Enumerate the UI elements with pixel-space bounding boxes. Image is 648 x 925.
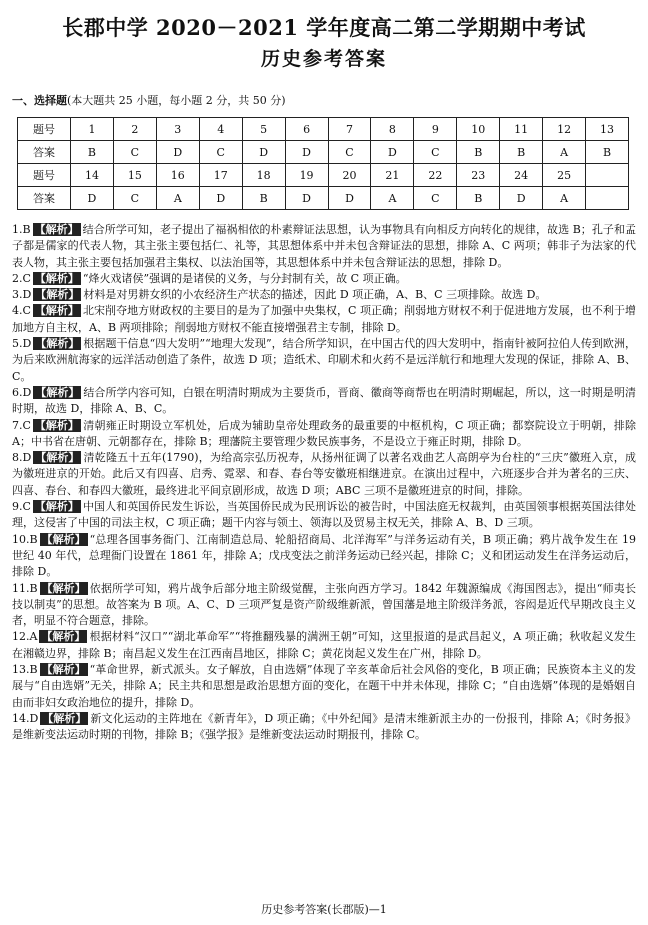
table-cell: 1 — [71, 118, 114, 141]
page-title: 长郡中学 2020－2021 学年度高二第二学期期中考试 — [62, 15, 586, 40]
table-cell: C — [113, 141, 156, 164]
item-text: 材料是对男耕女织的小农经济生产状态的描述，因此 D 项正确，A、B、C 三项排除。故选 D。 — [83, 288, 547, 302]
analysis-tag: 【解析】 — [35, 288, 80, 302]
item-text: 中国人和英国侨民发生诉讼，当英国侨民成为民刑诉讼的被告时，中国法庭无权裁判，由英国领事根据英国法律处理，这侵害了中国的司法主权，C 项正确；题干内容与领土、领海以及贸易主权无关，排除 A、B、D 三项。 — [12, 500, 636, 530]
table-cell: 9 — [414, 118, 457, 141]
table-cell: 4 — [199, 118, 242, 141]
item-text: 根据材料“汉口”“湖北革命军”“将推翻残暴的满洲王朝”可知，这里报道的是武昌起义，A 项正确；秋收起义发生在湘赣边界，排除 B；南昌起义发生在江西南昌地区，排除 C；黄花岗起义发生在广州，排除 D。 — [12, 630, 636, 660]
table-cell: B — [457, 187, 500, 210]
item-text: 依据所学可知，鸦片战争后部分地主阶级觉醒，主张向西方学习。1842 年魏源编成《海国图志》，提出“师夷长技以制夷”的思想。故答案为 B 项。A、C、D 三项严复是资产阶级维新派，曾国藩是地主阶级洋务派，容闳是近代早期改良主义者，明显不符合题意，排除。 — [12, 581, 636, 628]
analysis-tag: 【解析】 — [35, 385, 80, 399]
table-cell: D — [156, 141, 199, 164]
list-item — [12, 499, 636, 532]
table-row — [18, 164, 629, 187]
table-cell: B — [242, 187, 285, 210]
list-item — [12, 450, 636, 499]
page-footer: 历史参考答案(长郡版)—1 — [261, 903, 387, 916]
table-cell: 10 — [457, 118, 500, 141]
table-cell: 20 — [328, 164, 371, 187]
table-cell: 21 — [371, 164, 414, 187]
item-text: “革命世界，新式派头。女子解放，自由选婿”体现了辛亥革命后社会风俗的变化，B 项正确；民族资本主义的发展与“自由选婿”无关，排除 A；民主共和思想是政治思想方面的变化，在题干中并未体现，排除 C；“自由选婿”体现的是婚姻自由而非妇女政治地位的提升，排除 D。 — [12, 663, 636, 709]
list-item — [12, 581, 636, 630]
table-cell: 5 — [242, 118, 285, 141]
row-label-answer: 答案 — [18, 141, 71, 164]
list-item — [12, 662, 636, 711]
item-text: “总理各国事务衙门、江南制造总局、轮船招商局、北洋海军”与洋务运动有关，B 项正确；鸦片战争发生在 19 世纪 40 年代，总理衙门设置在 1861 年，排除 A；戊戌变法之前洋务运动已经兴起，排除 C；义和团运动发生在洋务运动后，排除 D。 — [12, 532, 636, 579]
item-number: 1.B — [12, 223, 31, 236]
list-item — [12, 629, 636, 662]
item-number: 14.D — [12, 711, 39, 725]
section-note: (本大题共 25 小题，每小题 2 分，共 50 分) — [67, 94, 286, 107]
analysis-tag: 【解析】 — [34, 223, 79, 236]
table-cell: 15 — [113, 164, 156, 187]
item-text: 清朝雍正时期设立军机处，后成为辅助皇帝处理政务的最重要的中枢机构，C 项正确；都察院设立于明朝，排除 A；中书省在唐朝、元朝都存在，排除 B；理藩院主要管理少数民族事务，不是设立于雍正时期，排除 D。 — [12, 418, 636, 448]
analysis-tag: 【解析】 — [34, 271, 79, 285]
table-cell: B — [457, 141, 500, 164]
list-item — [12, 271, 636, 287]
item-number: 13.B — [12, 663, 38, 677]
answer-table — [17, 117, 629, 210]
list-item — [12, 418, 636, 451]
table-cell — [586, 164, 629, 187]
analysis-tag: 【解析】 — [34, 500, 79, 514]
table-cell: 14 — [71, 164, 114, 187]
item-number: 5.D — [12, 337, 32, 351]
item-text: “烽火戏诸侯”强调的是诸侯的义务，与分封制有关，故 C 项正确。 — [82, 271, 407, 285]
item-text: 北宋削夺地方财政权的主要目的是为了加强中央集权，C 项正确；削弱地方财权不利于促进地方发展，也不利于增加地方自主权，A、B 两项排除；削弱地方财权不能直接增强君主专制，排除 D。 — [12, 304, 636, 334]
analysis-tag: 【解析】 — [34, 304, 79, 318]
explanation-list — [12, 222, 636, 744]
table-cell: B — [71, 141, 114, 164]
table-cell: 24 — [500, 164, 543, 187]
table-cell: B — [586, 141, 629, 164]
table-cell: A — [543, 141, 586, 164]
list-item — [12, 303, 636, 336]
item-number: 2.C — [12, 271, 31, 285]
row-label-answer: 答案 — [18, 187, 71, 210]
table-cell: 16 — [156, 164, 199, 187]
analysis-tag: 【解析】 — [41, 581, 86, 595]
list-item — [12, 287, 636, 303]
analysis-tag: 【解析】 — [34, 418, 79, 432]
item-number: 4.C — [12, 304, 31, 318]
table-cell: 12 — [543, 118, 586, 141]
item-number: 10.B — [12, 532, 38, 546]
row-label-number: 题号 — [18, 164, 71, 187]
table-cell: 18 — [242, 164, 285, 187]
table-cell: C — [414, 187, 457, 210]
table-cell: C — [113, 187, 156, 210]
table-cell: D — [371, 141, 414, 164]
table-row — [18, 118, 629, 141]
list-item — [12, 385, 636, 418]
table-cell: 13 — [586, 118, 629, 141]
table-cell: 11 — [500, 118, 543, 141]
table-cell: D — [328, 187, 371, 210]
item-number: 12.A — [12, 630, 38, 644]
table-cell: 19 — [285, 164, 328, 187]
item-number: 7.C — [12, 418, 31, 432]
page-subtitle: 历史参考答案 — [260, 48, 387, 70]
analysis-tag: 【解析】 — [35, 451, 80, 465]
table-cell: 3 — [156, 118, 199, 141]
table-cell: 7 — [328, 118, 371, 141]
table-cell: A — [156, 187, 199, 210]
table-cell: D — [285, 187, 328, 210]
table-cell: D — [199, 187, 242, 210]
table-cell: C — [328, 141, 371, 164]
list-item — [12, 532, 636, 581]
section-label: 一、选择题 — [12, 94, 67, 107]
table-cell: C — [414, 141, 457, 164]
table-row — [18, 187, 629, 210]
analysis-tag: 【解析】 — [42, 711, 87, 725]
table-cell: 6 — [285, 118, 328, 141]
table-cell: C — [199, 141, 242, 164]
item-number: 3.D — [12, 288, 32, 302]
table-cell: 2 — [113, 118, 156, 141]
item-text: 新文化运动的主阵地在《新青年》，D 项正确；《中外纪闻》是清末维新派主办的一份报刊，排除 A；《时务报》是维新变法运动时期的刊物，排除 B；《强学报》是维新变法运动时期报刊，排除 C。 — [12, 711, 636, 742]
table-cell: 17 — [199, 164, 242, 187]
row-label-number: 题号 — [18, 118, 71, 141]
table-cell: D — [242, 141, 285, 164]
table-cell: A — [371, 187, 414, 210]
item-number: 9.C — [12, 500, 31, 514]
item-text: 结合所学内容可知，白银在明清时期成为主要货币，晋商、徽商等商帮也在明清时期崛起，所以，这一时期是明清时期，故选 D，排除 A、B、C。 — [12, 385, 636, 416]
list-item — [12, 711, 636, 744]
list-item — [12, 222, 636, 271]
table-cell: 23 — [457, 164, 500, 187]
item-text: 根据题干信息“四大发明”“地理大发现”，结合所学知识，在中国古代的四大发明中，指南针被阿拉伯人传到欧洲，为后来欧洲航海家的远洋活动创造了条件，故选 D 项；造纸术、印刷术和火药不是远洋航行和地理大发现的保证，排除 A、B、C。 — [12, 337, 636, 383]
item-text: 清乾隆五十五年(1790)，为给高宗弘历祝寿，从扬州征调了以著名戏曲艺人高朗亭为台柱的“三庆”徽班入京，成为徽班进京的开始。此后又有四喜、启秀、霓翠、和春、春台等安徽班相继进京。在演出过程中，六班逐步合并为著名的三庆、四喜、春台、和春四大徽班，最终进北平间京剧形成，故选 D 项；ABC 三项不是徽班进京的时间，排除。 — [12, 451, 636, 497]
table-cell: 25 — [543, 164, 586, 187]
item-number: 8.D — [12, 451, 32, 465]
list-item — [12, 336, 636, 385]
table-row — [18, 141, 629, 164]
section-heading — [12, 92, 286, 108]
item-text: 结合所学可知，老子提出了福祸相依的朴素辩证法思想，认为事物具有向相反方向转化的规律，故选 B；孔子和孟子都是儒家的代表人物，其主张主要包括仁、礼等，其思想体系中并未包含辩证法的思想，排除 A、C 两项；韩非子为法家的代表人物，其主张主要包括加强君主集权、以法治国等，其思想体系中并未包含辩证法的思想，排除 D。 — [12, 223, 636, 269]
table-cell: 8 — [371, 118, 414, 141]
table-cell: D — [500, 187, 543, 210]
item-number: 6.D — [12, 385, 32, 399]
table-cell: D — [71, 187, 114, 210]
analysis-tag: 【解析】 — [41, 532, 86, 546]
analysis-tag: 【解析】 — [41, 663, 86, 677]
table-cell: D — [285, 141, 328, 164]
analysis-tag: 【解析】 — [35, 337, 80, 351]
table-cell: 22 — [414, 164, 457, 187]
table-cell: B — [500, 141, 543, 164]
table-cell — [586, 187, 629, 210]
analysis-tag: 【解析】 — [41, 630, 86, 644]
item-number: 11.B — [12, 581, 38, 595]
table-cell: A — [543, 187, 586, 210]
